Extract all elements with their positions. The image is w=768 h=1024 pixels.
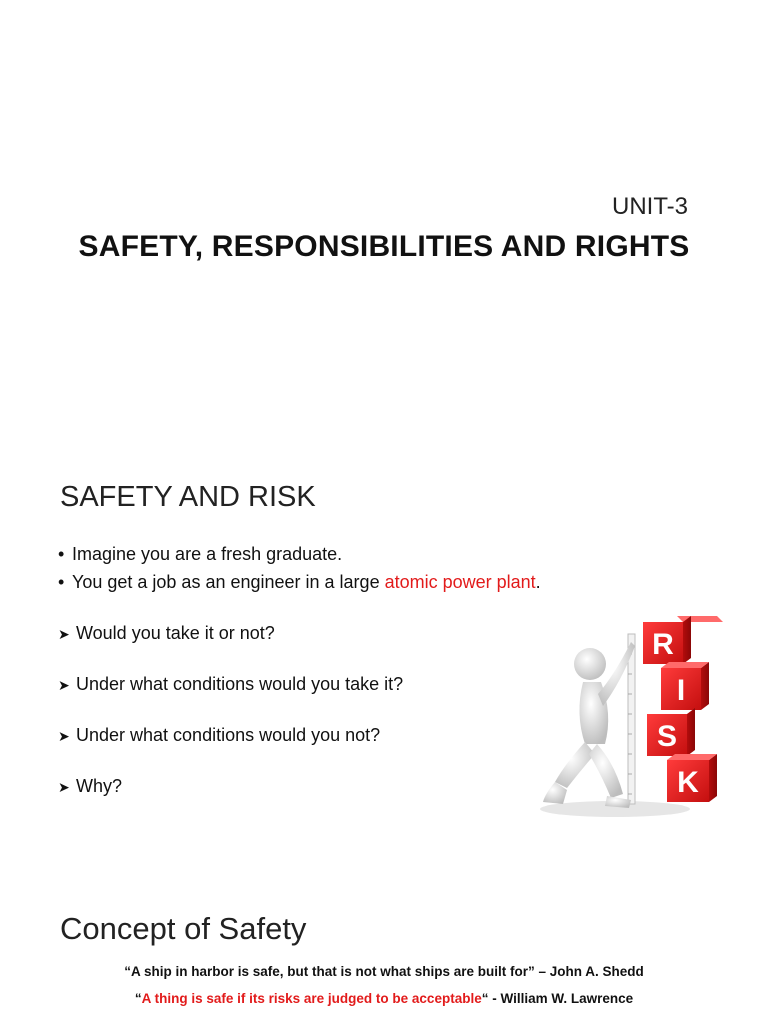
quote-shedd: “A ship in harbor is safe, but that is not what ships are built for” – John A. Shedd — [124, 964, 644, 979]
arrow-bullet-icon: ➤ — [58, 728, 70, 744]
letter-k: K — [677, 766, 699, 799]
quote-lawrence — [0, 991, 768, 1006]
unit-label: UNIT-3 — [611, 193, 688, 220]
bullet-item — [58, 544, 541, 572]
letter-r: R — [652, 628, 674, 661]
bullet-list — [58, 544, 541, 600]
safety-risk-slide — [0, 434, 768, 874]
letter-s: S — [656, 720, 678, 753]
question-item — [58, 623, 275, 644]
question-text: Under what conditions would you take it? — [76, 674, 404, 694]
bullet-dot-icon: • — [58, 572, 65, 592]
question-text: Would you take it or not? — [76, 623, 275, 643]
section-title: Concept of Safety — [60, 911, 307, 946]
bullet-text — [72, 572, 541, 593]
bullet-item — [58, 572, 541, 600]
concept-of-safety-slide — [0, 874, 768, 1024]
arrow-bullet-icon: ➤ — [58, 677, 70, 693]
bullet-text-suffix: . — [535, 572, 541, 592]
bullet-text: Imagine you are a fresh graduate. — [72, 544, 343, 564]
bullet-dot-icon: • — [58, 544, 65, 564]
highlight-text: A thing is safe if its risks are judged to be acceptable — [141, 991, 482, 1006]
letter-i: I — [676, 674, 686, 707]
question-text: Why? — [76, 776, 123, 796]
quote-open-mark: “ — [134, 991, 142, 1006]
title-slide — [0, 0, 768, 434]
bullet-text-prefix: You get a job as an engineer in a large — [72, 572, 385, 592]
question-item — [58, 725, 380, 746]
section-title: SAFETY AND RISK — [60, 481, 316, 513]
question-text: Under what conditions would you not? — [76, 725, 381, 745]
question-item — [58, 776, 122, 797]
highlight-text: atomic power plant — [384, 572, 536, 592]
slide-title: SAFETY, RESPONSIBILITIES AND RIGHTS — [78, 230, 690, 263]
question-item — [58, 674, 403, 695]
arrow-bullet-icon: ➤ — [58, 626, 70, 642]
risk-blocks-illustration — [535, 614, 725, 824]
stick-figure — [543, 642, 635, 808]
quote-attribution: “ - William W. Lawrence — [481, 991, 634, 1006]
risk-cubes — [643, 616, 723, 802]
arrow-bullet-icon: ➤ — [58, 779, 70, 795]
